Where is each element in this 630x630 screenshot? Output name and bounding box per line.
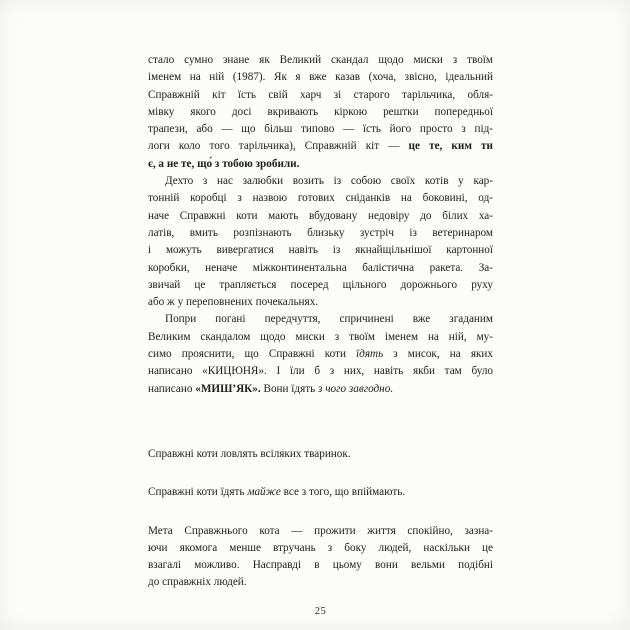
- text-line: [148, 363, 493, 380]
- body-text: ючи якомога менше втручань з боку людей, наскільки це: [148, 541, 493, 554]
- body-text: Вони їдять: [260, 382, 319, 395]
- paragraph: [148, 446, 493, 463]
- body-text: іменем на ній (1987). Як я вже казав (хоча, звісно, ідеальний: [148, 71, 493, 84]
- text-line: [148, 329, 493, 346]
- body-text: Великим скандалом щодо миски з твоїм іменем на ній, му-: [148, 330, 493, 343]
- body-text: наче Справжні коти мають вбудовану недовіру до білих ха-: [148, 209, 493, 222]
- body-text: симо прояснити, що Справжні коти: [148, 348, 357, 361]
- text-line: [148, 121, 493, 138]
- text-line: [148, 574, 493, 591]
- body-text: все з того, що впіймають.: [280, 486, 406, 499]
- text-line: [148, 277, 493, 294]
- paragraph: [148, 484, 493, 501]
- paragraph: [148, 311, 493, 397]
- text-line: [148, 138, 493, 155]
- text-line: [148, 69, 493, 86]
- body-text: Справжній кіт їсть свій харч зі старого тарільчика, обля-: [148, 88, 493, 101]
- text-line: [148, 540, 493, 557]
- text-line: [148, 294, 493, 311]
- body-text: з мисок, на яких: [383, 348, 493, 361]
- text-line: [148, 381, 493, 398]
- text-line: [148, 52, 493, 69]
- body-text: і можуть вивергатися навіть із якнайщільнішої картонної: [148, 244, 493, 257]
- text-line: [148, 225, 493, 242]
- text-line: [148, 523, 493, 540]
- body-text: Справжні коти їдять: [148, 486, 248, 499]
- text-line: [148, 242, 493, 259]
- body-text: звичай це трапляється посеред щільного дорожнього руху: [148, 278, 493, 291]
- page-number: 25: [314, 606, 327, 617]
- text-line: [148, 484, 493, 501]
- text-line: [148, 208, 493, 225]
- paragraph: [148, 173, 493, 311]
- text-line: [148, 173, 493, 190]
- text-line: [148, 346, 493, 363]
- body-text: Мета Справжнього кота — прожити життя спокійно, зазна-: [148, 524, 493, 537]
- text-line: [148, 557, 493, 574]
- paragraph: [148, 523, 493, 592]
- text-block: [148, 52, 493, 592]
- emphasis-text: це те, ким ти: [408, 140, 493, 153]
- body-text: взагалі можливо. Насправді в цьому вони вельми подібні: [148, 559, 493, 572]
- body-text: Попри погані передчуття, спричинені вже згаданим: [165, 313, 493, 326]
- text-line: [148, 446, 493, 463]
- body-text: латів, вмить розпізнають близьку зустріч із ветеринаром: [148, 226, 493, 239]
- text-line: [148, 87, 493, 104]
- body-text: Справжні коти ловлять всіляких тваринок.: [148, 447, 351, 460]
- text-line: [148, 260, 493, 277]
- emphasis-text: майже: [247, 486, 281, 499]
- body-text: написано «КИЦЮНЯ». І їли б з них, навіть якби там було: [148, 365, 493, 378]
- body-text: написано: [148, 382, 196, 395]
- body-text: стало сумно знане як Великий скандал щодо миски з твоїм: [148, 54, 493, 66]
- body-text: логи коло того тарільчика), Справжній кіт —: [148, 140, 409, 153]
- text-line: [148, 156, 493, 173]
- body-text: трапези, або — що більш типово — їсть його просто з під-: [148, 123, 493, 136]
- emphasis-text: є, а не те, що́ з тобою зробили.: [148, 157, 300, 170]
- emphasis-text: їдять: [356, 348, 384, 361]
- text-line: [148, 190, 493, 207]
- paragraph: [148, 52, 493, 173]
- body-text: або ж у переповнених почекальнях.: [148, 296, 319, 309]
- text-line: [148, 104, 493, 121]
- text-line: [148, 311, 493, 328]
- body-text: до справжніх людей.: [148, 576, 247, 589]
- emphasis-text: «МИШ’ЯК».: [195, 382, 261, 395]
- body-text: мівку якого досі вкривають кіркою рештки попередньої: [148, 105, 493, 118]
- body-text: коробки, неначе міжконтинентальна балістична ракета. За-: [148, 261, 493, 274]
- emphasis-text: з чого завгодно.: [318, 382, 394, 395]
- body-text: тонній коробці з назвою готових сніданків на боковині, од-: [148, 192, 493, 205]
- body-text: Дехто з нас залюбки возить із собою своїх котів у кар-: [165, 175, 493, 188]
